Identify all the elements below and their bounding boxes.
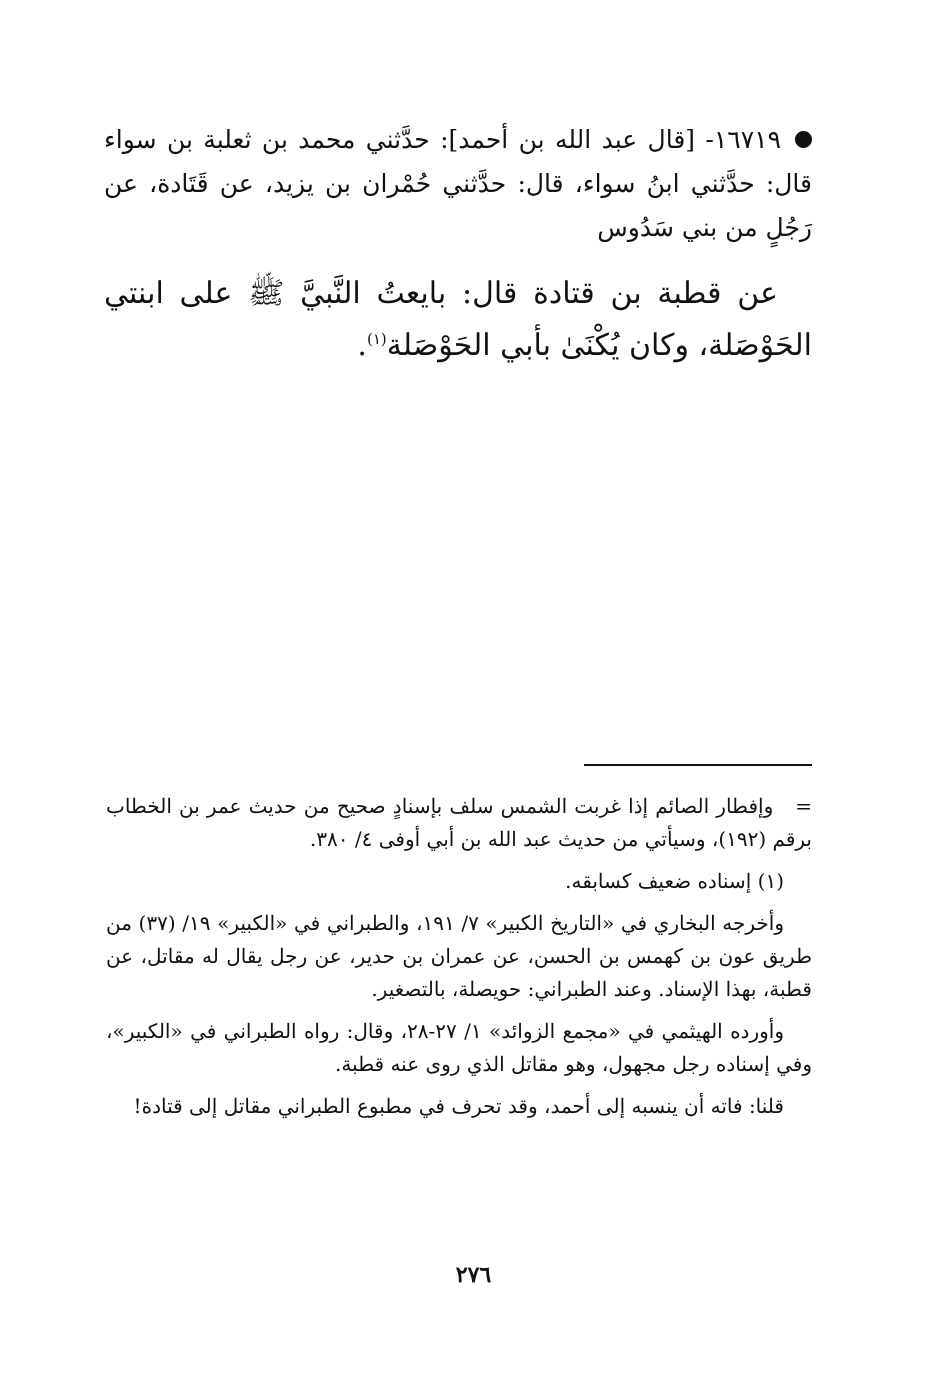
footnote-divider [584, 764, 812, 766]
continuation-marker: = [795, 794, 812, 818]
footnote-1-comment: قلنا: فاته أن ينسبه إلى أحمد، وقد تحرف في مطبوع الطبراني مقاتل إلى قتادة! [133, 1094, 784, 1118]
footnote-1-takhrij: وأخرجه البخاري في «التاريخ الكبير» ٧/ ١٩١، والطبراني في «الكبير» ١٩/ (٣٧) من طريق عون بن كهمس بن الحسن، عن عمران بن حدير، عن رجل يقال له مقاتل، عن قطبة، بهذا الإسناد. وعند الطبراني: حويصلة، بالتصغير. [106, 911, 812, 1001]
footnote-continuation [106, 790, 812, 856]
footnote-ref: (١) [366, 330, 387, 348]
hadith-isnad [104, 118, 812, 250]
footnote-1-line: (١) إسناده ضعيف كسابقه. [565, 869, 784, 893]
matn-end: . [357, 328, 367, 363]
isnad-text: ١٦٧١٩- [قال عبد الله بن أحمد]: حدَّثني محمد بن ثعلبة بن سواء قال: حدَّثني ابنُ سواء، قال: حدَّثني حُمْران بن يزيد، عن قَتَادة، عن رَجُلٍ من بني سَدُوس [104, 125, 812, 242]
matn-text: عن قطبة بن قتادة قال: بايعتُ النَّبيَّ ﷺ على ابنتي الحَوْصَلة، وكان يُكْنَىٰ بأبي الحَوْصَلة [104, 276, 812, 363]
footnotes [106, 790, 812, 1132]
page-number: ٢٧٦ [455, 1262, 492, 1288]
hadith-matn [104, 268, 812, 372]
hadith-bullet-icon [795, 131, 812, 148]
footnote-1-haythami: وأورده الهيثمي في «مجمع الزوائد» ١/ ٢٧-٢٨، وقال: رواه الطبراني في «الكبير»، وفي إسناده رجل مجهول، وهو مقاتل الذي روى عنه قطبة. [106, 1019, 812, 1076]
continuation-text: وإفطار الصائم إذا غربت الشمس سلف بإسنادٍ صحيح من حديث عمر بن الخطاب برقم (١٩٢)، وسيأتي من حديث عبد الله بن أبي أوفى ٤/ ٣٨٠. [106, 794, 812, 851]
